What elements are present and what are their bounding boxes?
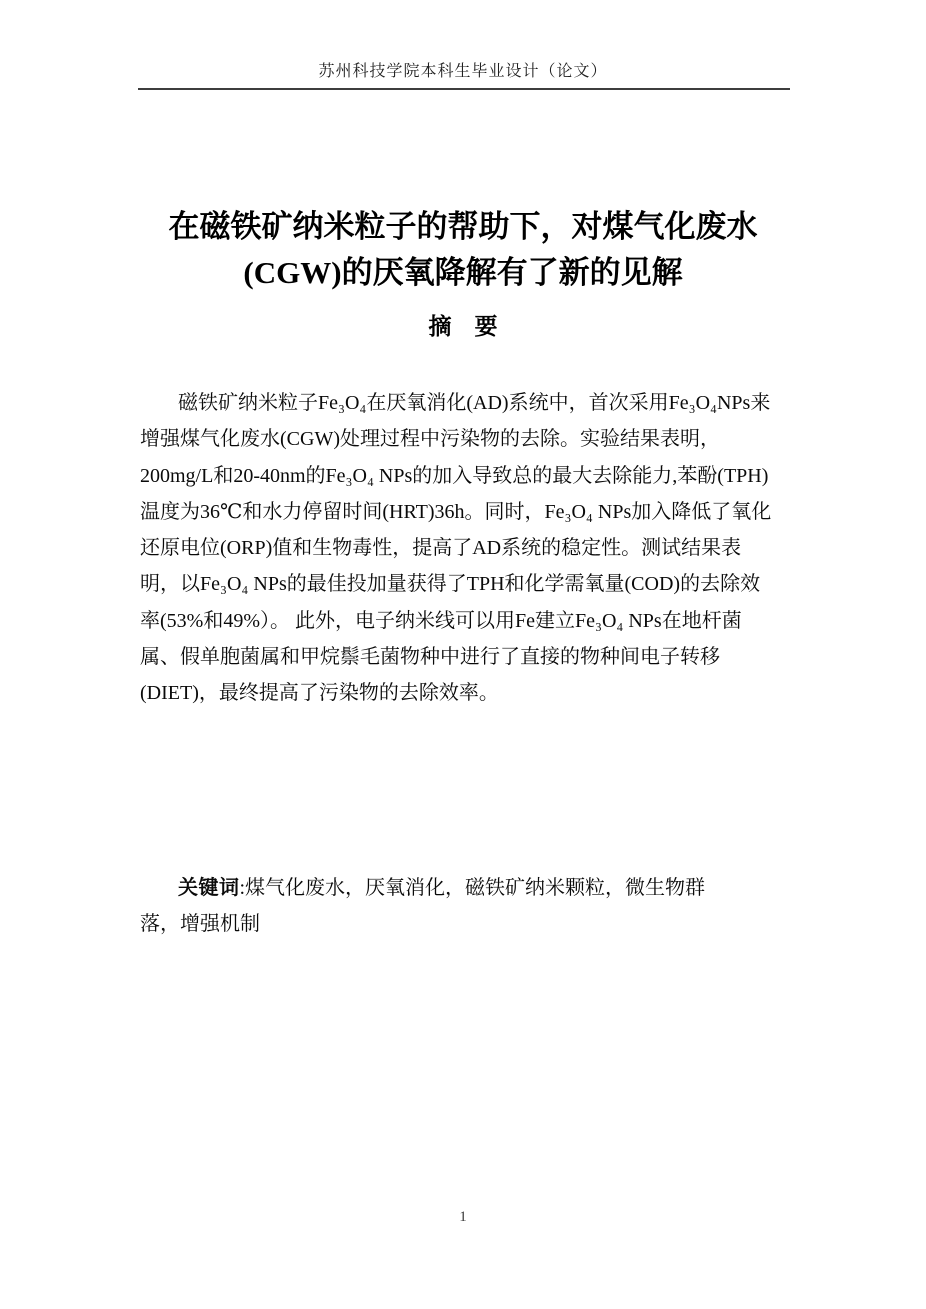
- abstract-line: 磁铁矿纳米粒子Fe₃O₄在厌氧消化(AD)系统中，首次采用Fe₃O₄NPs来: [178, 392, 771, 414]
- header-rule: [138, 88, 790, 90]
- keywords-line-1: [140, 870, 810, 906]
- abstract-line: 温度为36℃和水力停留时间(HRT)36h。同时，Fe₃O₄ NPs加入降低了氧化: [140, 500, 772, 523]
- keywords-line-2: 落，增强机制: [140, 913, 260, 935]
- document-title: [0, 204, 926, 296]
- abstract-heading: 摘 要: [428, 314, 498, 339]
- page-number: 1: [459, 1209, 467, 1225]
- abstract-line: (DIET)，最终提高了污染物的去除效率。: [140, 682, 499, 705]
- keywords-label: 关键词: [178, 877, 240, 899]
- abstract-line: 属、假单胞菌属和甲烷鬃毛菌物种中进行了直接的物种间电子转移: [140, 646, 720, 669]
- keywords-section: [140, 870, 810, 942]
- abstract-line: 增强煤气化废水(CGW)处理过程中污染物的去除。实验结果表明，: [140, 428, 720, 451]
- abstract-paragraph: [140, 385, 810, 712]
- abstract-line: 200mg/L和20-40nm的Fe₃O₄ NPs的加入导致总的最大去除能力,苯酚(TPH): [140, 464, 769, 487]
- keywords-text: :煤气化废水，厌氧消化，磁铁矿纳米颗粒，微生物群: [239, 877, 706, 899]
- page-header-title: 苏州科技学院本科生毕业设计（论文）: [318, 63, 608, 80]
- abstract-line: 还原电位(ORP)值和生物毒性，提高了AD系统的稳定性。测试结果表: [140, 537, 742, 560]
- abstract-line: 明，以Fe₃O₄ NPs的最佳投加量获得了TPH和化学需氧量(COD)的去除效: [140, 573, 761, 596]
- title-line-1: 在磁铁矿纳米粒子的帮助下，对煤气化废水: [168, 209, 758, 244]
- title-line-2: (CGW)的厌氧降解有了新的见解: [243, 255, 683, 290]
- abstract-line: 率(53%和49%）。 此外，电子纳米线可以用Fe建立Fe₃O₄ NPs在地杆菌: [140, 609, 742, 632]
